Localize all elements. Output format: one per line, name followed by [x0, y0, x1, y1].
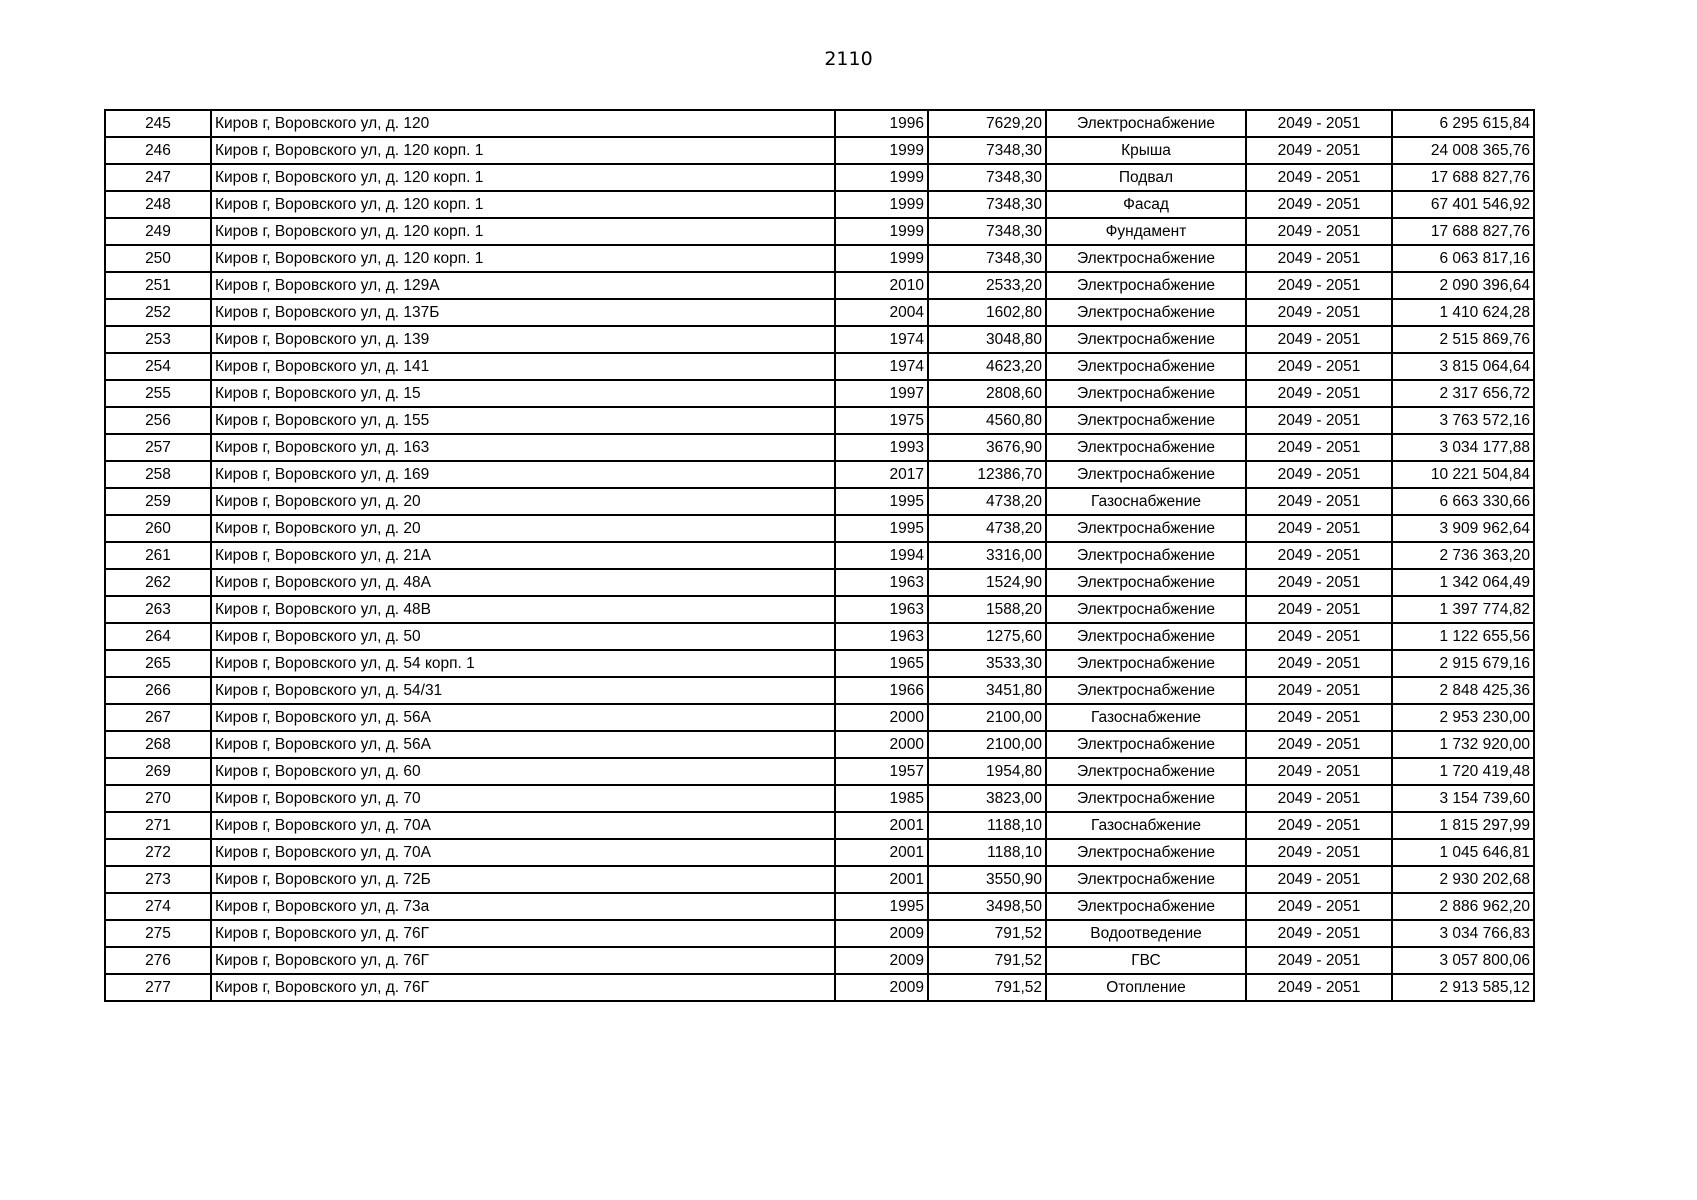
build-year-cell: 1975 — [835, 407, 928, 434]
row-number-cell: 268 — [105, 731, 211, 758]
cost-cell: 3 815 064,64 — [1392, 353, 1534, 380]
work-type-cell: Электроснабжение — [1046, 407, 1246, 434]
area-cell: 1602,80 — [928, 299, 1046, 326]
address-cell: Киров г, Воровского ул, д. 139 — [211, 326, 835, 353]
cost-cell: 1 397 774,82 — [1392, 596, 1534, 623]
work-type-cell: Крыша — [1046, 137, 1246, 164]
cost-cell: 10 221 504,84 — [1392, 461, 1534, 488]
work-type-cell: Электроснабжение — [1046, 272, 1246, 299]
repair-schedule-table — [104, 109, 1535, 1002]
work-type-cell: Электроснабжение — [1046, 893, 1246, 920]
cost-cell: 2 090 396,64 — [1392, 272, 1534, 299]
table-row — [105, 758, 1534, 785]
row-number-cell: 263 — [105, 596, 211, 623]
address-cell: Киров г, Воровского ул, д. 76Г — [211, 947, 835, 974]
address-cell: Киров г, Воровского ул, д. 56А — [211, 704, 835, 731]
area-cell: 2100,00 — [928, 731, 1046, 758]
work-type-cell: Электроснабжение — [1046, 353, 1246, 380]
row-number-cell: 252 — [105, 299, 211, 326]
period-cell: 2049 - 2051 — [1246, 137, 1392, 164]
area-cell: 1954,80 — [928, 758, 1046, 785]
address-cell: Киров г, Воровского ул, д. 120 корп. 1 — [211, 164, 835, 191]
table-row — [105, 218, 1534, 245]
area-cell: 7348,30 — [928, 137, 1046, 164]
work-type-cell: Газоснабжение — [1046, 812, 1246, 839]
table-row — [105, 731, 1534, 758]
table-row — [105, 110, 1534, 137]
area-cell: 3316,00 — [928, 542, 1046, 569]
period-cell: 2049 - 2051 — [1246, 974, 1392, 1001]
period-cell: 2049 - 2051 — [1246, 623, 1392, 650]
build-year-cell: 1993 — [835, 434, 928, 461]
table-row — [105, 920, 1534, 947]
cost-cell: 2 848 425,36 — [1392, 677, 1534, 704]
table-row — [105, 299, 1534, 326]
work-type-cell: Фасад — [1046, 191, 1246, 218]
period-cell: 2049 - 2051 — [1246, 380, 1392, 407]
address-cell: Киров г, Воровского ул, д. 20 — [211, 488, 835, 515]
cost-cell: 2 930 202,68 — [1392, 866, 1534, 893]
area-cell: 2533,20 — [928, 272, 1046, 299]
address-cell: Киров г, Воровского ул, д. 129А — [211, 272, 835, 299]
period-cell: 2049 - 2051 — [1246, 407, 1392, 434]
build-year-cell: 2000 — [835, 704, 928, 731]
address-cell: Киров г, Воровского ул, д. 50 — [211, 623, 835, 650]
area-cell: 3550,90 — [928, 866, 1046, 893]
row-number-cell: 256 — [105, 407, 211, 434]
table-row — [105, 839, 1534, 866]
work-type-cell: Электроснабжение — [1046, 515, 1246, 542]
area-cell: 7348,30 — [928, 191, 1046, 218]
address-cell: Киров г, Воровского ул, д. 120 — [211, 110, 835, 137]
address-cell: Киров г, Воровского ул, д. 155 — [211, 407, 835, 434]
area-cell: 791,52 — [928, 920, 1046, 947]
row-number-cell: 266 — [105, 677, 211, 704]
table-row — [105, 461, 1534, 488]
row-number-cell: 258 — [105, 461, 211, 488]
row-number-cell: 264 — [105, 623, 211, 650]
build-year-cell: 1999 — [835, 164, 928, 191]
table-row — [105, 677, 1534, 704]
address-cell: Киров г, Воровского ул, д. 73а — [211, 893, 835, 920]
address-cell: Киров г, Воровского ул, д. 56А — [211, 731, 835, 758]
address-cell: Киров г, Воровского ул, д. 48А — [211, 569, 835, 596]
area-cell: 3676,90 — [928, 434, 1046, 461]
cost-cell: 1 410 624,28 — [1392, 299, 1534, 326]
build-year-cell: 1963 — [835, 569, 928, 596]
area-cell: 3533,30 — [928, 650, 1046, 677]
address-cell: Киров г, Воровского ул, д. 163 — [211, 434, 835, 461]
table-row — [105, 515, 1534, 542]
build-year-cell: 1957 — [835, 758, 928, 785]
address-cell: Киров г, Воровского ул, д. 72Б — [211, 866, 835, 893]
row-number-cell: 265 — [105, 650, 211, 677]
work-type-cell: Электроснабжение — [1046, 758, 1246, 785]
row-number-cell: 254 — [105, 353, 211, 380]
address-cell: Киров г, Воровского ул, д. 76Г — [211, 974, 835, 1001]
build-year-cell: 2017 — [835, 461, 928, 488]
period-cell: 2049 - 2051 — [1246, 272, 1392, 299]
row-number-cell: 269 — [105, 758, 211, 785]
work-type-cell: Электроснабжение — [1046, 380, 1246, 407]
work-type-cell: Электроснабжение — [1046, 542, 1246, 569]
address-cell: Киров г, Воровского ул, д. 120 корп. 1 — [211, 191, 835, 218]
address-cell: Киров г, Воровского ул, д. 70А — [211, 812, 835, 839]
area-cell: 3048,80 — [928, 326, 1046, 353]
table-body — [105, 110, 1534, 1001]
table-row — [105, 137, 1534, 164]
build-year-cell: 2001 — [835, 866, 928, 893]
build-year-cell: 2009 — [835, 974, 928, 1001]
address-cell: Киров г, Воровского ул, д. 137Б — [211, 299, 835, 326]
work-type-cell: Водоотведение — [1046, 920, 1246, 947]
work-type-cell: Электроснабжение — [1046, 596, 1246, 623]
area-cell: 3823,00 — [928, 785, 1046, 812]
build-year-cell: 2001 — [835, 812, 928, 839]
cost-cell: 6 063 817,16 — [1392, 245, 1534, 272]
address-cell: Киров г, Воровского ул, д. 76Г — [211, 920, 835, 947]
build-year-cell: 1963 — [835, 596, 928, 623]
work-type-cell: Отопление — [1046, 974, 1246, 1001]
table-row — [105, 164, 1534, 191]
build-year-cell: 1995 — [835, 893, 928, 920]
page-number: 2110 — [824, 48, 873, 70]
address-cell: Киров г, Воровского ул, д. 48В — [211, 596, 835, 623]
build-year-cell: 2010 — [835, 272, 928, 299]
address-cell: Киров г, Воровского ул, д. 15 — [211, 380, 835, 407]
period-cell: 2049 - 2051 — [1246, 245, 1392, 272]
period-cell: 2049 - 2051 — [1246, 488, 1392, 515]
cost-cell: 1 815 297,99 — [1392, 812, 1534, 839]
build-year-cell: 2009 — [835, 920, 928, 947]
address-cell: Киров г, Воровского ул, д. 54 корп. 1 — [211, 650, 835, 677]
area-cell: 3451,80 — [928, 677, 1046, 704]
cost-cell: 3 909 962,64 — [1392, 515, 1534, 542]
period-cell: 2049 - 2051 — [1246, 218, 1392, 245]
row-number-cell: 245 — [105, 110, 211, 137]
build-year-cell: 1999 — [835, 137, 928, 164]
row-number-cell: 274 — [105, 893, 211, 920]
table-row — [105, 704, 1534, 731]
work-type-cell: Электроснабжение — [1046, 839, 1246, 866]
address-cell: Киров г, Воровского ул, д. 120 корп. 1 — [211, 137, 835, 164]
address-cell: Киров г, Воровского ул, д. 70А — [211, 839, 835, 866]
build-year-cell: 1996 — [835, 110, 928, 137]
period-cell: 2049 - 2051 — [1246, 461, 1392, 488]
row-number-cell: 255 — [105, 380, 211, 407]
table-row — [105, 812, 1534, 839]
area-cell: 3498,50 — [928, 893, 1046, 920]
build-year-cell: 1974 — [835, 326, 928, 353]
work-type-cell: Электроснабжение — [1046, 326, 1246, 353]
cost-cell: 3 034 177,88 — [1392, 434, 1534, 461]
build-year-cell: 1997 — [835, 380, 928, 407]
build-year-cell: 1963 — [835, 623, 928, 650]
table-row — [105, 434, 1534, 461]
period-cell: 2049 - 2051 — [1246, 299, 1392, 326]
row-number-cell: 250 — [105, 245, 211, 272]
work-type-cell: Электроснабжение — [1046, 245, 1246, 272]
row-number-cell: 276 — [105, 947, 211, 974]
cost-cell: 2 515 869,76 — [1392, 326, 1534, 353]
row-number-cell: 248 — [105, 191, 211, 218]
cost-cell: 67 401 546,92 — [1392, 191, 1534, 218]
build-year-cell: 2001 — [835, 839, 928, 866]
table-row — [105, 191, 1534, 218]
area-cell: 791,52 — [928, 974, 1046, 1001]
build-year-cell: 1999 — [835, 191, 928, 218]
period-cell: 2049 - 2051 — [1246, 893, 1392, 920]
area-cell: 4623,20 — [928, 353, 1046, 380]
row-number-cell: 271 — [105, 812, 211, 839]
work-type-cell: Электроснабжение — [1046, 434, 1246, 461]
period-cell: 2049 - 2051 — [1246, 542, 1392, 569]
area-cell: 791,52 — [928, 947, 1046, 974]
area-cell: 7348,30 — [928, 164, 1046, 191]
period-cell: 2049 - 2051 — [1246, 191, 1392, 218]
cost-cell: 6 663 330,66 — [1392, 488, 1534, 515]
work-type-cell: Газоснабжение — [1046, 704, 1246, 731]
build-year-cell: 1965 — [835, 650, 928, 677]
address-cell: Киров г, Воровского ул, д. 120 корп. 1 — [211, 218, 835, 245]
period-cell: 2049 - 2051 — [1246, 326, 1392, 353]
address-cell: Киров г, Воровского ул, д. 120 корп. 1 — [211, 245, 835, 272]
cost-cell: 3 154 739,60 — [1392, 785, 1534, 812]
period-cell: 2049 - 2051 — [1246, 839, 1392, 866]
address-cell: Киров г, Воровского ул, д. 60 — [211, 758, 835, 785]
cost-cell: 2 915 679,16 — [1392, 650, 1534, 677]
table-row — [105, 947, 1534, 974]
table-row — [105, 326, 1534, 353]
table-row — [105, 785, 1534, 812]
build-year-cell: 2000 — [835, 731, 928, 758]
period-cell: 2049 - 2051 — [1246, 596, 1392, 623]
period-cell: 2049 - 2051 — [1246, 569, 1392, 596]
cost-cell: 6 295 615,84 — [1392, 110, 1534, 137]
address-cell: Киров г, Воровского ул, д. 54/31 — [211, 677, 835, 704]
area-cell: 1275,60 — [928, 623, 1046, 650]
period-cell: 2049 - 2051 — [1246, 731, 1392, 758]
area-cell: 7348,30 — [928, 218, 1046, 245]
row-number-cell: 260 — [105, 515, 211, 542]
work-type-cell: Подвал — [1046, 164, 1246, 191]
work-type-cell: Электроснабжение — [1046, 785, 1246, 812]
build-year-cell: 1995 — [835, 488, 928, 515]
address-cell: Киров г, Воровского ул, д. 70 — [211, 785, 835, 812]
row-number-cell: 253 — [105, 326, 211, 353]
cost-cell: 1 732 920,00 — [1392, 731, 1534, 758]
period-cell: 2049 - 2051 — [1246, 785, 1392, 812]
cost-cell: 2 913 585,12 — [1392, 974, 1534, 1001]
table-row — [105, 974, 1534, 1001]
period-cell: 2049 - 2051 — [1246, 110, 1392, 137]
period-cell: 2049 - 2051 — [1246, 353, 1392, 380]
cost-cell: 1 122 655,56 — [1392, 623, 1534, 650]
row-number-cell: 273 — [105, 866, 211, 893]
period-cell: 2049 - 2051 — [1246, 947, 1392, 974]
period-cell: 2049 - 2051 — [1246, 677, 1392, 704]
row-number-cell: 249 — [105, 218, 211, 245]
period-cell: 2049 - 2051 — [1246, 704, 1392, 731]
row-number-cell: 261 — [105, 542, 211, 569]
cost-cell: 3 034 766,83 — [1392, 920, 1534, 947]
row-number-cell: 277 — [105, 974, 211, 1001]
table-row — [105, 353, 1534, 380]
work-type-cell: Газоснабжение — [1046, 488, 1246, 515]
row-number-cell: 272 — [105, 839, 211, 866]
area-cell: 2808,60 — [928, 380, 1046, 407]
build-year-cell: 1994 — [835, 542, 928, 569]
table-row — [105, 542, 1534, 569]
build-year-cell: 1999 — [835, 218, 928, 245]
area-cell: 7348,30 — [928, 245, 1046, 272]
table-row — [105, 245, 1534, 272]
period-cell: 2049 - 2051 — [1246, 515, 1392, 542]
area-cell: 2100,00 — [928, 704, 1046, 731]
area-cell: 1188,10 — [928, 812, 1046, 839]
area-cell: 12386,70 — [928, 461, 1046, 488]
row-number-cell: 257 — [105, 434, 211, 461]
area-cell: 1524,90 — [928, 569, 1046, 596]
table-row — [105, 407, 1534, 434]
area-cell: 4560,80 — [928, 407, 1046, 434]
row-number-cell: 262 — [105, 569, 211, 596]
period-cell: 2049 - 2051 — [1246, 434, 1392, 461]
cost-cell: 24 008 365,76 — [1392, 137, 1534, 164]
address-cell: Киров г, Воровского ул, д. 21А — [211, 542, 835, 569]
work-type-cell: Электроснабжение — [1046, 677, 1246, 704]
build-year-cell: 1966 — [835, 677, 928, 704]
area-cell: 7629,20 — [928, 110, 1046, 137]
cost-cell: 1 045 646,81 — [1392, 839, 1534, 866]
area-cell: 4738,20 — [928, 515, 1046, 542]
area-cell: 1588,20 — [928, 596, 1046, 623]
build-year-cell: 2009 — [835, 947, 928, 974]
cost-cell: 1 720 419,48 — [1392, 758, 1534, 785]
address-cell: Киров г, Воровского ул, д. 169 — [211, 461, 835, 488]
period-cell: 2049 - 2051 — [1246, 758, 1392, 785]
area-cell: 4738,20 — [928, 488, 1046, 515]
row-number-cell: 270 — [105, 785, 211, 812]
work-type-cell: Фундамент — [1046, 218, 1246, 245]
build-year-cell: 1974 — [835, 353, 928, 380]
build-year-cell: 2004 — [835, 299, 928, 326]
cost-cell: 2 317 656,72 — [1392, 380, 1534, 407]
address-cell: Киров г, Воровского ул, д. 20 — [211, 515, 835, 542]
build-year-cell: 1995 — [835, 515, 928, 542]
table-row — [105, 893, 1534, 920]
work-type-cell: Электроснабжение — [1046, 110, 1246, 137]
address-cell: Киров г, Воровского ул, д. 141 — [211, 353, 835, 380]
table-row — [105, 380, 1534, 407]
table-row — [105, 866, 1534, 893]
row-number-cell: 247 — [105, 164, 211, 191]
cost-cell: 2 886 962,20 — [1392, 893, 1534, 920]
table-row — [105, 569, 1534, 596]
work-type-cell: Электроснабжение — [1046, 299, 1246, 326]
row-number-cell: 267 — [105, 704, 211, 731]
work-type-cell: Электроснабжение — [1046, 650, 1246, 677]
row-number-cell: 251 — [105, 272, 211, 299]
period-cell: 2049 - 2051 — [1246, 920, 1392, 947]
work-type-cell: Электроснабжение — [1046, 623, 1246, 650]
area-cell: 1188,10 — [928, 839, 1046, 866]
cost-cell: 17 688 827,76 — [1392, 218, 1534, 245]
table-row — [105, 488, 1534, 515]
work-type-cell: Электроснабжение — [1046, 461, 1246, 488]
period-cell: 2049 - 2051 — [1246, 164, 1392, 191]
work-type-cell: Электроснабжение — [1046, 731, 1246, 758]
cost-cell: 2 953 230,00 — [1392, 704, 1534, 731]
table-row — [105, 623, 1534, 650]
cost-cell: 17 688 827,76 — [1392, 164, 1534, 191]
build-year-cell: 1999 — [835, 245, 928, 272]
cost-cell: 2 736 363,20 — [1392, 542, 1534, 569]
cost-cell: 1 342 064,49 — [1392, 569, 1534, 596]
period-cell: 2049 - 2051 — [1246, 866, 1392, 893]
row-number-cell: 246 — [105, 137, 211, 164]
period-cell: 2049 - 2051 — [1246, 650, 1392, 677]
period-cell: 2049 - 2051 — [1246, 812, 1392, 839]
table-row — [105, 272, 1534, 299]
work-type-cell: ГВС — [1046, 947, 1246, 974]
build-year-cell: 1985 — [835, 785, 928, 812]
work-type-cell: Электроснабжение — [1046, 569, 1246, 596]
cost-cell: 3 763 572,16 — [1392, 407, 1534, 434]
table-row — [105, 650, 1534, 677]
work-type-cell: Электроснабжение — [1046, 866, 1246, 893]
cost-cell: 3 057 800,06 — [1392, 947, 1534, 974]
row-number-cell: 259 — [105, 488, 211, 515]
table-row — [105, 596, 1534, 623]
row-number-cell: 275 — [105, 920, 211, 947]
